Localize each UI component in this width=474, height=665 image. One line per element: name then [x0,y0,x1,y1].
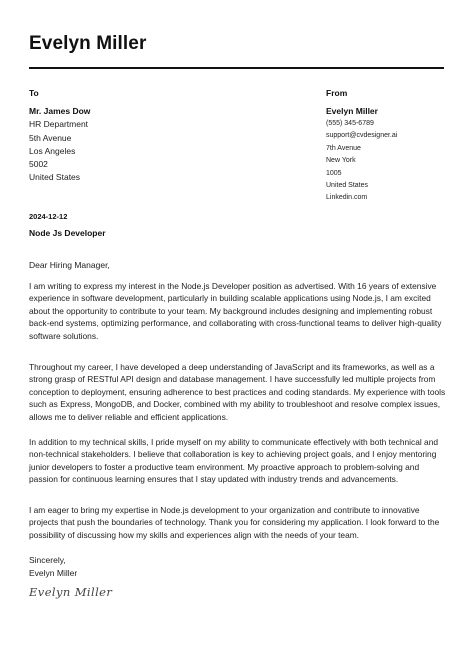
sender-country: United States [326,182,369,190]
recipient-city: Los Angeles [29,145,76,156]
sender-linkedin: Linkedin.com [326,194,368,202]
closing-phrase: Sincerely, [29,555,66,565]
sender-street: 7th Avenue [326,144,361,152]
closing-name: Evelyn Miller [29,567,78,578]
sender-label: From [326,88,348,98]
body-paragraph-1: I am writing to express my interest in the Node.js Developer position as advertised. With 16 years of extensive experience in software development, particularly in building scalable applications using Node.js, I am excited about the opportunity to contribute to your team. My background includes designing and implementing robust back-end systems, optimizing performance, and collaborating with cross-functional teams to deliver high-quality software solutions. [29,281,442,341]
recipient-name: Mr. James Dow [29,106,91,116]
sender-email: support@cvdesigner.ai [326,132,398,140]
body-paragraph-4: I am eager to bring my expertise in Node.js development to your organization and contribute to innovative projects that push the boundaries of technology. Thank you for considering my application. I look forward to the possibility of discussing how my skills and experiences align with the needs of your team. [29,505,440,540]
recipient-label: To [29,88,39,98]
recipient-department: HR Department [29,119,89,130]
header-divider [29,67,444,69]
sender-name: Evelyn Miller [326,106,378,116]
letter-subject: Node Js Developer [29,228,106,238]
closing-block [29,554,77,579]
recipient-street: 5th Avenue [29,132,72,143]
sender-postcode: 1005 [326,169,342,177]
recipient-country: United States [29,172,81,183]
handwritten-signature: Evelyn Miller [29,585,113,599]
sender-city: New York [326,157,356,165]
applicant-name-heading: Evelyn Miller [29,33,147,54]
salutation: Dear Hiring Manager, [29,260,110,270]
letter-date: 2024-12-12 [29,212,68,221]
sender-contact-block [326,105,397,205]
body-paragraph-3: In addition to my technical skills, I pride myself on my ability to communicate effectively with both technical and non-technical stakeholders. I believe that collaboration is key to achieving project goals, and I enjoy mentoring junior developers to foster a productive team environment. My proactive approach to problem-solving and passion for continuous learning ensures that I stay updated with industry trends and advancements. [29,437,439,485]
recipient-address-block [29,105,90,185]
sender-phone: (555) 345-6789 [326,120,374,127]
recipient-postcode: 5002 [29,159,48,170]
body-paragraph-2: Throughout my career, I have developed a deep understanding of JavaScript and its frameworks, as well as a strong grasp of RESTful API design and database management. I have successfully led multiple projects from conception to deployment, ensuring adherence to best practices and coding standards. My experience with tools such as Express, MongoDB, and Docker, combined with my ability to troubleshoot and resolve complex issues, allows me to deliver reliable and efficient applications. [29,362,446,422]
